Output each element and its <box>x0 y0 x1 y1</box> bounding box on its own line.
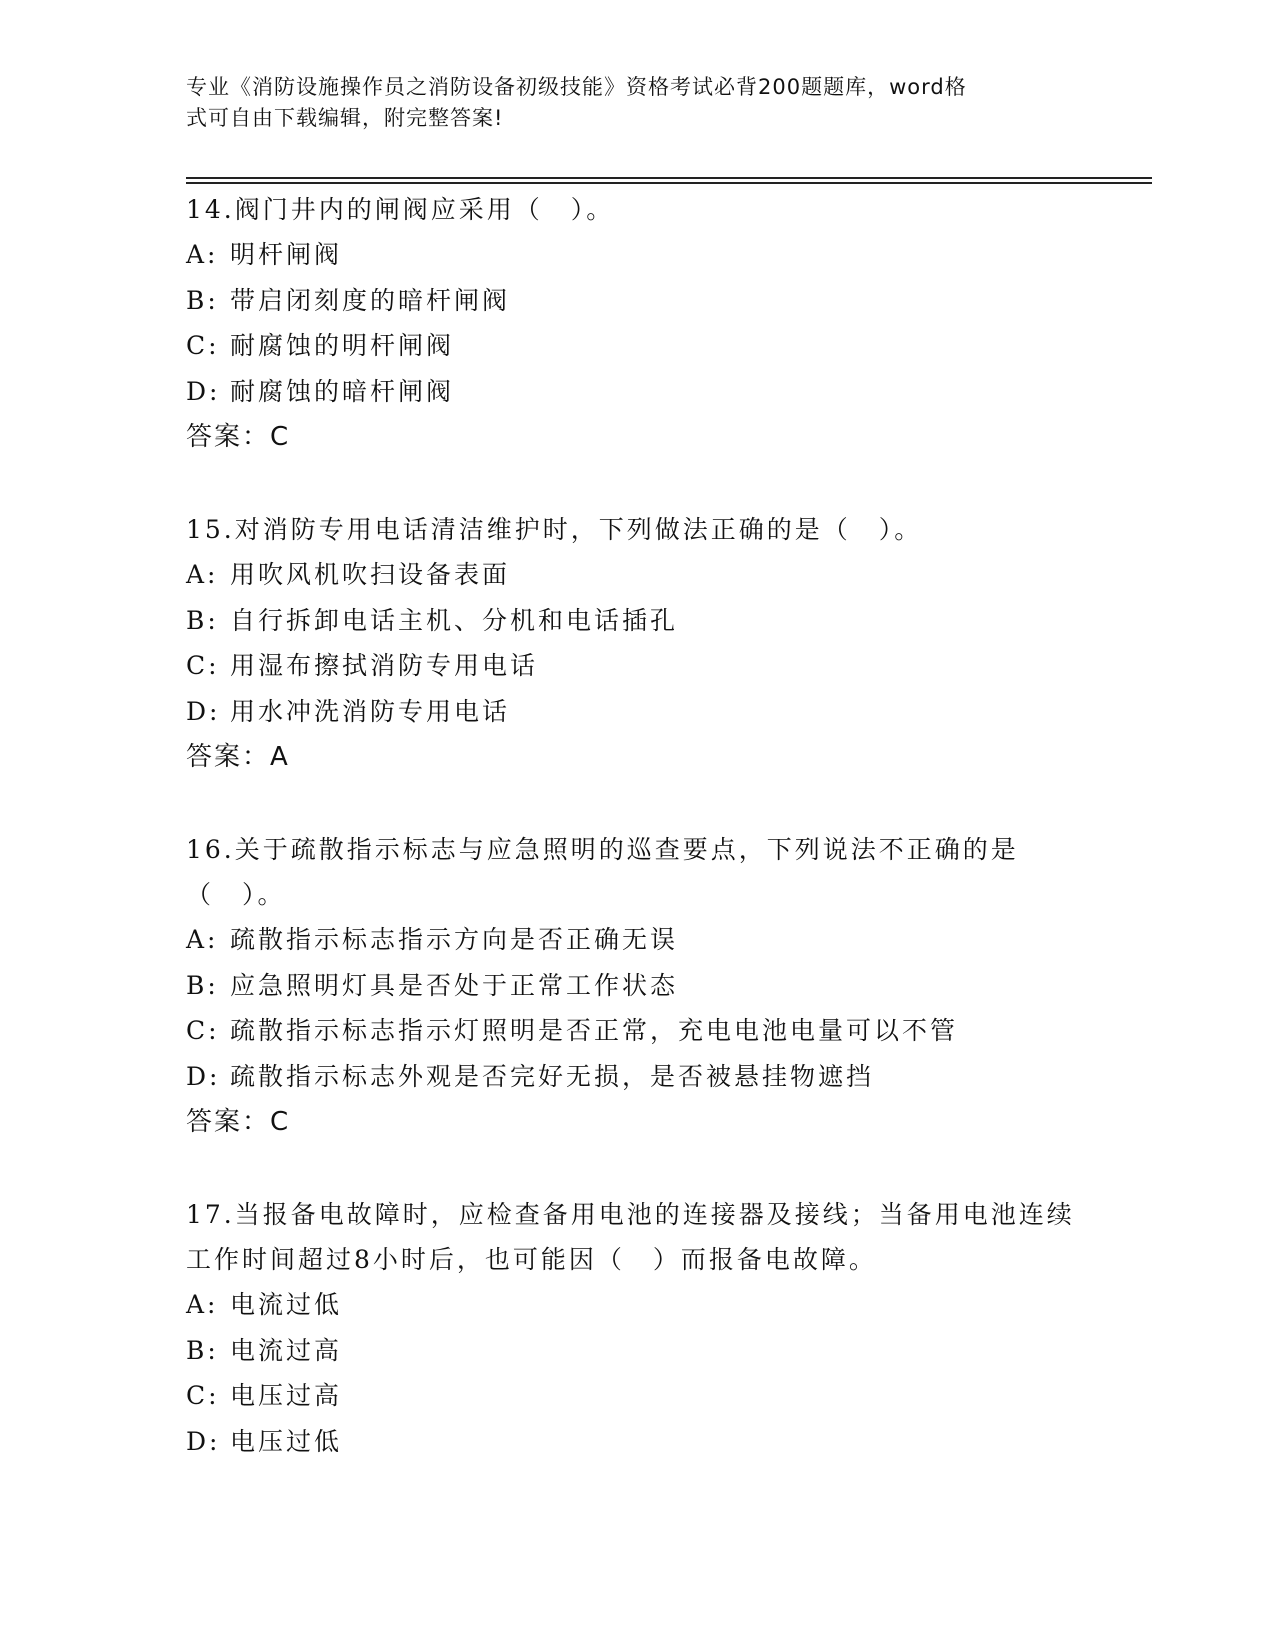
option-letter: B: <box>186 605 219 635</box>
header-divider-bottom <box>186 182 1152 184</box>
option-text: 电压过高 <box>230 1381 343 1410</box>
option-c <box>186 323 1086 369</box>
option-letter: C: <box>186 651 220 680</box>
option-text: 用水冲洗消防专用电话 <box>230 696 511 726</box>
question-stem: 17.当报备电故障时，应检查备用电池的连接器及接线；当备用电池连续工作时间超过8小时后，也可能因（ ）而报备电故障。 <box>186 1200 1075 1274</box>
option-c <box>186 643 1086 689</box>
option-text: 应急照明灯具是否处于正常工作状态 <box>230 970 679 1000</box>
option-text: 明杆闸阀 <box>230 240 343 269</box>
option-d <box>186 369 1086 415</box>
option-d <box>186 1419 1086 1465</box>
option-text: 用湿布擦拭消防专用电话 <box>230 651 539 680</box>
option-b <box>186 278 1086 324</box>
question-stem: 16.关于疏散指示标志与应急照明的巡查要点，下列说法不正确的是（ ）。 <box>186 835 1019 909</box>
answer-value: C <box>270 422 291 452</box>
answer-line <box>186 414 1086 460</box>
question-stem: 14.阀门井内的闸阀应采用（ ）。 <box>186 195 615 224</box>
option-letter: D: <box>186 1426 221 1456</box>
option-letter: A: <box>186 925 219 954</box>
answer-label: 答案： <box>186 422 271 452</box>
option-letter: A: <box>186 560 219 589</box>
answer-line <box>186 1099 1086 1145</box>
question-15 <box>186 507 1086 780</box>
answer-value: A <box>270 742 290 772</box>
header-line-2: 式可自由下载编辑，附完整答案! <box>186 106 504 130</box>
question-16 <box>186 827 1086 1145</box>
header-divider-top <box>186 177 1152 179</box>
question-stem: 15.对消防专用电话清洁维护时，下列做法正确的是（ ）。 <box>186 515 923 544</box>
answer-label: 答案： <box>186 742 271 772</box>
option-letter: C: <box>186 1381 220 1410</box>
option-b <box>186 963 1086 1009</box>
option-letter: A: <box>186 240 219 269</box>
question-14 <box>186 187 1086 460</box>
option-text: 电流过低 <box>230 1290 343 1319</box>
document-header <box>186 72 1066 134</box>
option-letter: B: <box>186 1335 219 1365</box>
option-d <box>186 689 1086 735</box>
option-text: 电压过低 <box>230 1426 343 1456</box>
option-letter: D: <box>186 696 221 726</box>
option-letter: D: <box>186 376 221 406</box>
option-text: 耐腐蚀的明杆闸阀 <box>230 331 455 360</box>
option-letter: A: <box>186 1290 219 1319</box>
answer-label: 答案： <box>186 1107 271 1137</box>
answer-line <box>186 734 1086 780</box>
answer-value: C <box>270 1107 291 1137</box>
option-a <box>186 552 1086 598</box>
option-letter: B: <box>186 285 219 315</box>
option-text: 用吹风机吹扫设备表面 <box>230 560 511 589</box>
option-b <box>186 1328 1086 1374</box>
option-letter: B: <box>186 970 219 1000</box>
option-text: 疏散指示标志指示方向是否正确无误 <box>230 925 679 954</box>
option-text: 耐腐蚀的暗杆闸阀 <box>230 376 455 406</box>
option-a <box>186 232 1086 278</box>
header-line-1: 专业《消防设施操作员之消防设备初级技能》资格考试必背200题题库，word格 <box>186 75 967 99</box>
question-17 <box>186 1192 1086 1464</box>
option-text: 自行拆卸电话主机、分机和电话插孔 <box>230 605 679 635</box>
option-text: 带启闭刻度的暗杆闸阀 <box>230 285 511 315</box>
option-c <box>186 1373 1086 1419</box>
option-a <box>186 1282 1086 1328</box>
option-d <box>186 1054 1086 1100</box>
option-c <box>186 1008 1086 1054</box>
option-letter: C: <box>186 331 220 360</box>
question-list <box>186 187 1086 1511</box>
option-letter: D: <box>186 1061 221 1091</box>
option-text: 电流过高 <box>230 1335 343 1365</box>
option-letter: C: <box>186 1016 220 1045</box>
option-text: 疏散指示标志外观是否完好无损，是否被悬挂物遮挡 <box>230 1061 875 1091</box>
option-text: 疏散指示标志指示灯照明是否正常，充电电池电量可以不管 <box>230 1016 959 1045</box>
option-a <box>186 917 1086 963</box>
option-b <box>186 598 1086 644</box>
